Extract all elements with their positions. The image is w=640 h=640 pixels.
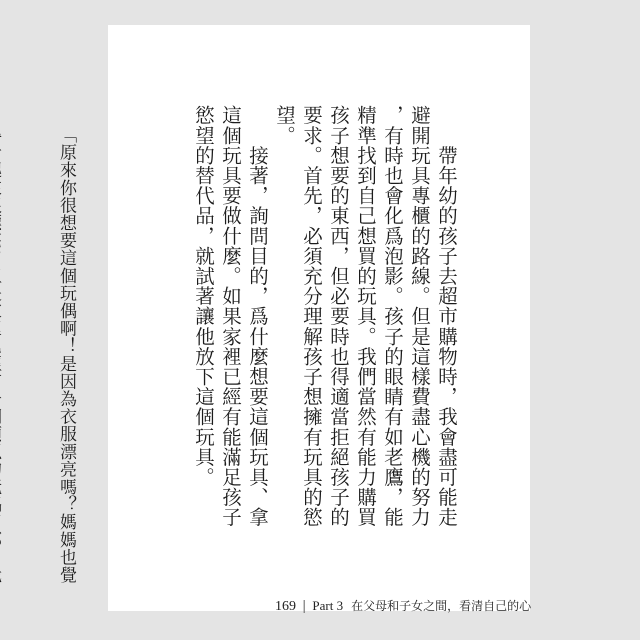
chapter-title: 在父母和子女之間，看清自己的心 <box>351 599 532 613</box>
page-footer <box>275 598 531 615</box>
quote-line <box>0 126 3 553</box>
book-page <box>56 25 532 614</box>
paragraph-2: 接著，詢問目的，爲什麼想要這個玩具、拿 這個玩具要做什麼。如果家裡已經有能滿足孩子 慾望的替代品，就試著讓他放下這個玩具。 <box>192 105 269 528</box>
dialogue-quote <box>0 126 162 584</box>
page-number: 169 <box>275 599 296 614</box>
quote-line: 「原來你很想要這個玩偶啊！是因為衣服漂亮嗎？媽媽也覺 <box>56 126 76 584</box>
vertical-text-block <box>0 105 460 584</box>
part-label: Part 3 <box>312 598 344 613</box>
paragraph-1: 帶年幼的孩子去超市購物時，我會盡可能走 避開玩具專櫃的路線。但是這樣費盡心機的努力 ，有時也會化爲泡影。孩子的眼睛有如老鷹，能 精準找到自己想買的玩具。我們當然有能力購買 孩子想要的東西，但必要時也得適當拒絕孩子的 要求。首先，必須充分理解孩子想擁有玩具的慾 望。 <box>273 105 458 528</box>
footer-separator: | <box>302 599 307 614</box>
